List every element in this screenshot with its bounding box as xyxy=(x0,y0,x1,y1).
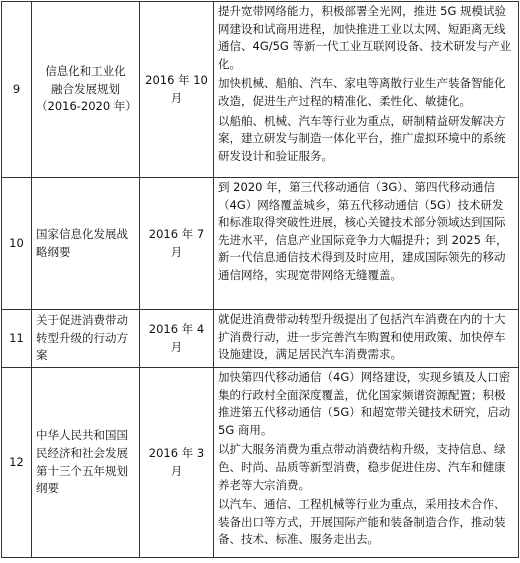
policy-name-text: 中华人民共和国国民经济和社会发展第十三个五年规划纲要 xyxy=(36,428,128,496)
policy-date: 2016 年 10 月 xyxy=(140,2,214,178)
policy-name-text: 关于促进消费带动转型升级的行动方案 xyxy=(36,313,128,363)
table-row xyxy=(2,368,519,558)
policy-description xyxy=(214,310,519,368)
policy-name-text: 信息化和工业化融合发展规划 xyxy=(45,64,126,96)
policy-date: 2016 年 3 月 xyxy=(140,368,214,558)
policy-table xyxy=(1,1,519,558)
table-row xyxy=(2,2,519,178)
policy-name-text: 国家信息化发展战略纲要 xyxy=(36,226,128,259)
policy-date: 2016 年 7 月 xyxy=(140,178,214,310)
row-number: 11 xyxy=(2,310,32,368)
policy-name xyxy=(32,368,140,558)
row-number: 10 xyxy=(2,178,32,310)
table-row xyxy=(2,178,519,310)
policy-description xyxy=(214,368,519,558)
policy-name xyxy=(32,2,140,178)
description-paragraph: 以扩大服务消费为重点带动消费结构升级，支持信息、绿色、时尚、品质等新型消费，稳步促进住房、汽车和健康养老等大宗消费。 xyxy=(218,442,506,492)
description-paragraph: 加快第四代移动通信（4G）网络建设，实现乡镇及人口密集的行政村全面深度覆盖，优化国家频谱资源配置；积极推进第五代移动通信（5G）和超宽带关键技术研究，启动 5G 商用。 xyxy=(218,370,511,437)
description-paragraph: 提升宽带网络能力，积极部署全光网，推进 5G 规模试验网建设和试商用进程，加快推进工业以太网、短距离无线通信、4G/5G 等新一代工业互联网设备、技术研发与产业化。 xyxy=(218,4,511,71)
description-paragraph: 以汽车、通信、工程机械等行业为重点，采用技术合作、装备出口等方式，开展国际产能和装备制造合作，推动装备、技术、标准、服务走出去。 xyxy=(218,497,506,547)
policy-name xyxy=(32,310,140,368)
row-number: 12 xyxy=(2,368,32,558)
policy-name xyxy=(32,178,140,310)
table-row xyxy=(2,310,519,368)
policy-date: 2016 年 4 月 xyxy=(140,310,214,368)
policy-description xyxy=(214,178,519,310)
policy-name-subtitle: （2016-2020 年） xyxy=(36,99,137,114)
description-paragraph: 就促进消费带动转型升级提出了包括汽车消费在内的十大扩消费行动，进一步完善汽车购置和使用政策、加快停车设施建设，满足居民汽车消费需求。 xyxy=(218,312,506,362)
description-paragraph: 以船舶、机械、汽车等行业为重点，研制精益研发解决方案，建立研发与制造一体化平台，推广虚拟环境中的系统研发设计和验证服务。 xyxy=(218,113,506,163)
row-number: 9 xyxy=(2,2,32,178)
description-paragraph: 加快机械、船舶、汽车、家电等离散行业生产装备智能化改造，促进生产过程的精准化、柔性化、敏捷化。 xyxy=(218,76,506,108)
description-paragraph: 到 2020 年，第三代移动通信（3G）、第四代移动通信（4G）网络覆盖城乡，第五代移动通信（5G）技术研发和标准取得突破性进展，核心关键技术部分领域达到国际先进水平，信息产业国际竞争力大幅提升；到 2025 年，新一代信息通信技术得到及时应用，建成国际领先的移动通信网络，实现宽带网络无缝覆盖。 xyxy=(218,180,508,282)
policy-description xyxy=(214,2,519,178)
